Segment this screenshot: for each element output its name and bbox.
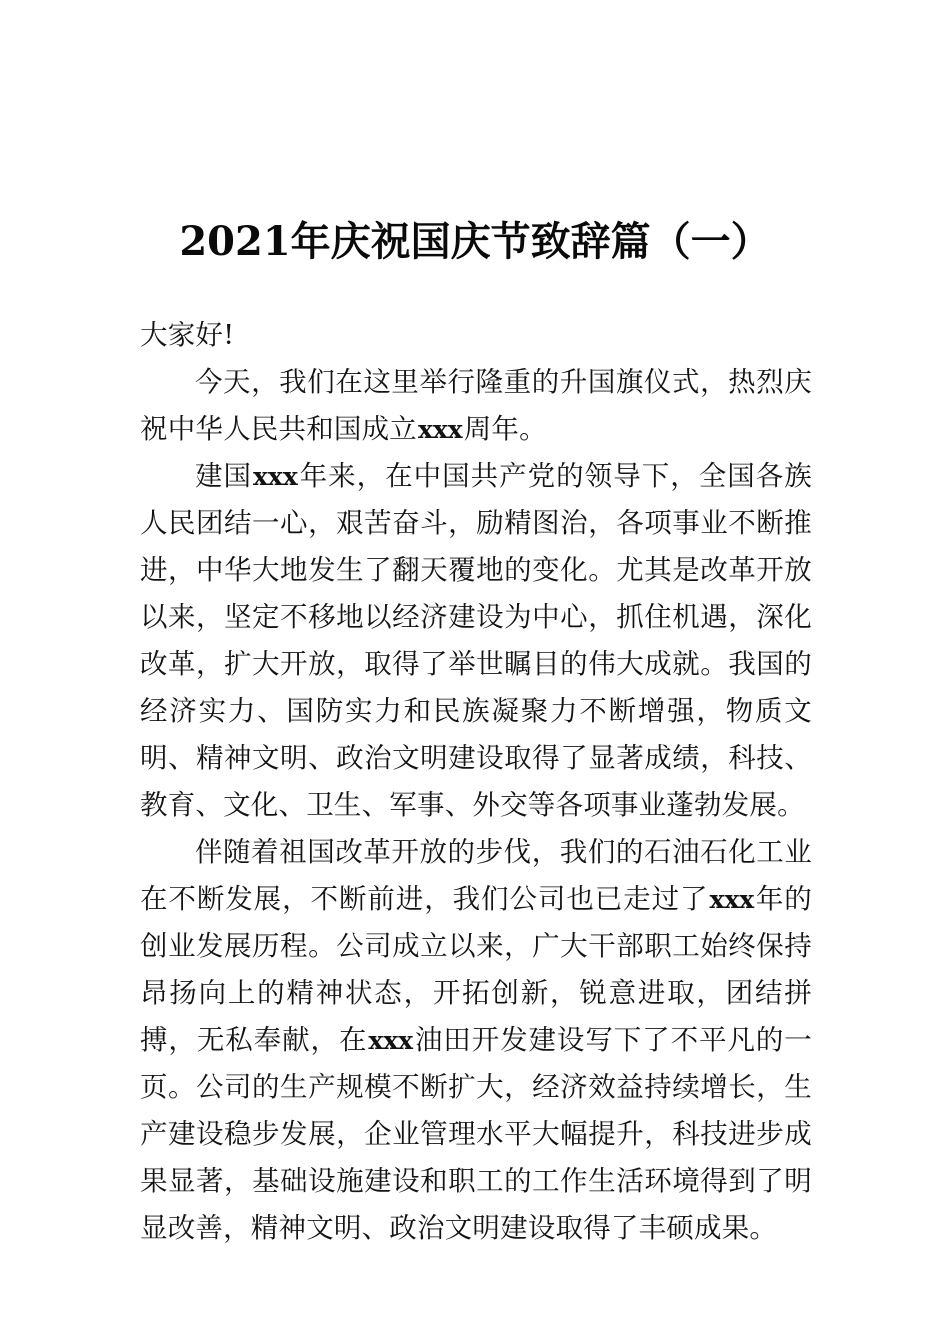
text-run: 今天，我们在这里举行隆重的升国旗仪式，热烈庆祝中华人民共和国成立 <box>140 366 812 445</box>
paragraph-para-2 <box>140 453 812 829</box>
paragraph-greeting <box>140 312 812 359</box>
document-body <box>140 312 812 1252</box>
text-run: 年来，在中国共产党的领导下，全国各族人民团结一心，艰苦奋斗，励精图治，各项事业不断推进，中华大地发生了翻天覆地的变化。尤其是改革开放以来，坚定不移地以经济建设为中心，抓住机遇，深化改革，扩大开放，取得了举世瞩目的伟大成就。我国的经济实力、国防实力和民族凝聚力不断增强，物质文明、精神文明、政治文明建设取得了显著成绩，科技、教育、文化、卫生、军事、外交等各项事业蓬勃发展。 <box>140 460 812 821</box>
page-title: 2021年庆祝国庆节致辞篇（一） <box>179 218 771 265</box>
text-run: 周年。 <box>463 413 547 445</box>
placeholder-token: xxx <box>368 1026 414 1055</box>
text-run: 伴随着祖国改革开放的步伐，我们的石油石化工业在不断发展，不断前进，我们公司也已走过了 <box>140 836 812 915</box>
text-run: 年的创业发展历程。公司成立以来，广大干部职工始终保持昂扬向上的精神状态，开拓创新，锐意进取，团结拼搏，无私奉献，在 <box>140 883 812 1056</box>
paragraph-para-3 <box>140 829 812 1252</box>
text-run: 油田开发建设写下了不平凡的一页。公司的生产规模不断扩大，经济效益持续增长，生产建设稳步发展，企业管理水平大幅提升，科技进步成果显著，基础设施建设和职工的工作生活环境得到了明显改善，精神文明、政治文明建设取得了丰硕成果。 <box>140 1024 812 1244</box>
title-block <box>0 218 950 266</box>
placeholder-token: xxx <box>253 462 298 491</box>
paragraph-para-1 <box>140 359 812 453</box>
text-run: 建国 <box>195 460 253 492</box>
placeholder-token: xxx <box>418 415 463 444</box>
text-run: 大家好! <box>140 319 235 351</box>
placeholder-token: xxx <box>709 885 755 914</box>
